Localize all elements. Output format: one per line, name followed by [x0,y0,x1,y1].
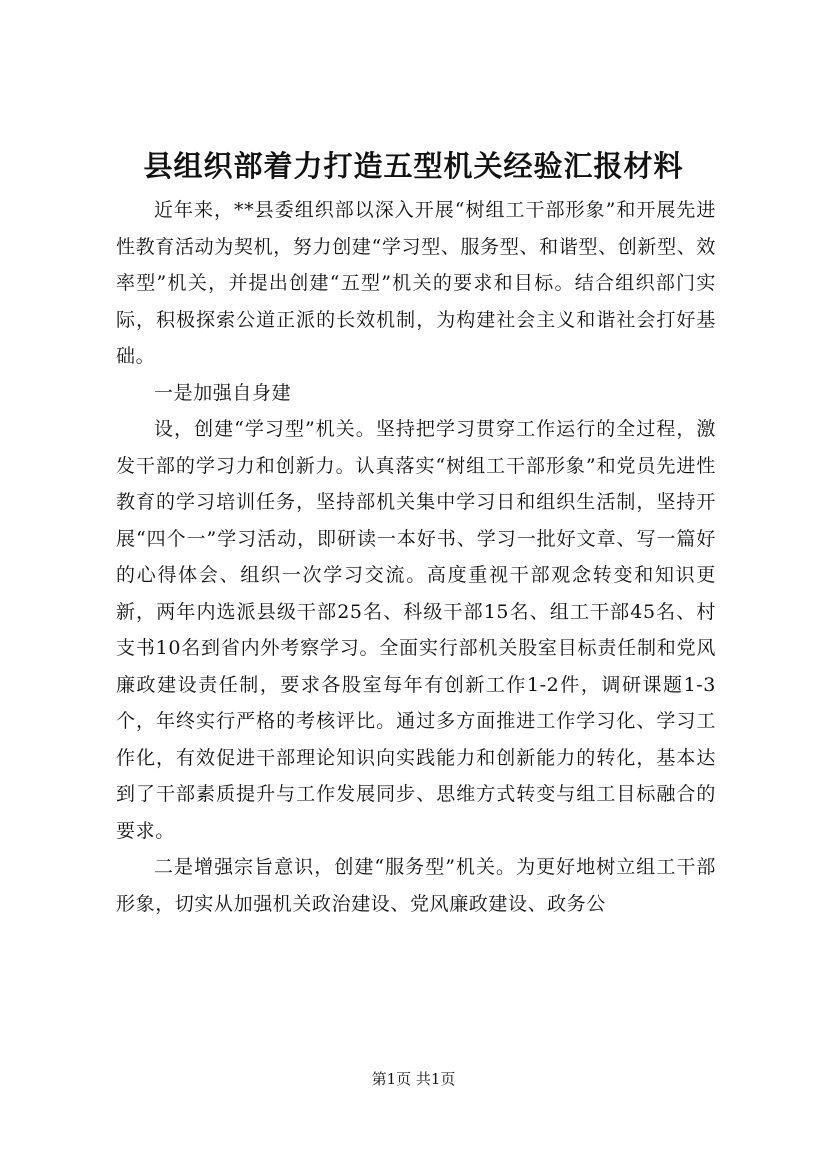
document-title: 县组织部着力打造五型机关经验汇报材料 [143,149,684,183]
document-body [116,192,716,922]
page-footer: 第1页 共1页 [371,1070,456,1088]
paragraph-service-organ: 二是增强宗旨意识，创建“服务型”机关。为更好地树立组工干部形象，切实从加强机关政治建设、党风廉政建设、政务公 [116,856,716,915]
paragraph-heading-one: 一是加强自身建 [154,381,292,404]
paragraph-learning-organ: 设，创建“学习型”机关。坚持把学习贯穿工作运行的全过程，激发干部的学习力和创新力。认真落实“树组工干部形象”和党员先进性教育的学习培训任务，坚持部机关集中学习日和组织生活制，坚持开展“四个一”学习活动，即研读一本好书、学习一批好文章、写一篇好的心得体会、组织一次学习交流。高度重视干部观念转变和知识更新，两年内选派县级干部25名、科级干部15名、组工干部45名、村支书10名到省内外考察学习。全面实行部机关股室目标责任制和党风廉政建设责任制，要求各股室每年有创新工作1-2件，调研课题1-3个，年终实行严格的考核评比。通过多方面推进工作学习化、学习工作化，有效促进干部理论知识向实践能力和创新能力的转化，基本达到了干部素质提升与工作发展同步、思维方式转变与组工目标融合的要求。 [116,418,716,842]
paragraph-intro: 近年来，**县委组织部以深入开展“树组工干部形象”和开展先进性教育活动为契机，努力创建“学习型、服务型、和谐型、创新型、效率型”机关，并提出创建“五型”机关的要求和目标。结合组织部门实际，积极探索公道正派的长效机制，为构建社会主义和谐社会打好基础。 [116,199,716,367]
